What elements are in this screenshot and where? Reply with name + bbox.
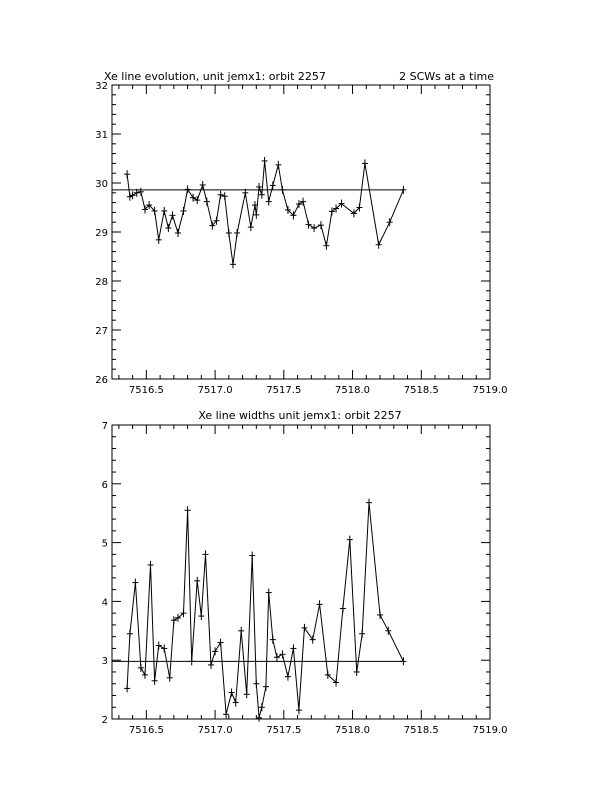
evolution-y-tick-label: 31 <box>95 130 108 141</box>
widths-chart-title: Xe line widths unit jemx1: orbit 2257 <box>198 409 402 422</box>
widths-y-tick-label: 7 <box>101 421 108 432</box>
widths-data-point <box>317 600 323 608</box>
widths-y-tick-label: 3 <box>101 656 108 668</box>
evolution-data-point <box>323 242 329 250</box>
widths-data-point <box>147 561 153 569</box>
widths-data-point <box>223 710 229 718</box>
widths-data-point <box>279 650 285 658</box>
evolution-data-point <box>230 260 236 268</box>
widths-x-ticks <box>119 425 508 736</box>
widths-data-point <box>167 674 173 682</box>
widths-data-point <box>366 499 372 507</box>
evolution-series-line <box>127 161 403 264</box>
evolution-y-tick-label: 26 <box>95 375 108 386</box>
evolution-y-tick-label: 27 <box>95 326 108 337</box>
widths-data-point <box>285 673 291 681</box>
evolution-data-point <box>156 236 162 244</box>
evolution-y-tick-label: 32 <box>95 81 108 92</box>
evolution-data-point <box>175 229 181 237</box>
widths-data-point <box>347 536 353 544</box>
widths-data-point <box>161 644 167 652</box>
evolution-x-ticks <box>119 85 508 396</box>
evolution-data-point <box>234 229 240 237</box>
evolution-data-point <box>259 191 265 199</box>
widths-series-line <box>127 503 403 718</box>
widths-data-point <box>333 679 339 687</box>
widths-data-point <box>290 644 296 652</box>
evolution-data-point <box>127 193 133 201</box>
evolution-x-tick-label: 7516.5 <box>128 385 164 396</box>
widths-data-point <box>385 627 391 635</box>
evolution-data-point <box>180 207 186 215</box>
evolution-data-point <box>275 161 281 169</box>
evolution-y-tick-label: 30 <box>95 179 108 190</box>
widths-data-point <box>263 683 269 691</box>
evolution-data-point <box>218 191 224 199</box>
widths-data-point <box>340 604 346 612</box>
evolution-data-point <box>226 229 232 237</box>
widths-x-tick-label: 7519.0 <box>472 725 508 736</box>
widths-x-tick-label: 7516.5 <box>128 725 164 736</box>
widths-series <box>124 499 406 722</box>
evolution-y-tick-label: 28 <box>95 277 108 288</box>
widths-data-point <box>194 577 200 585</box>
widths-data-point <box>244 690 250 698</box>
evolution-x-tick-label: 7517.5 <box>266 385 302 396</box>
widths-data-point <box>249 552 255 560</box>
widths-data-point <box>400 657 406 665</box>
widths-data-point <box>180 609 186 617</box>
widths-data-point <box>359 630 365 638</box>
evolution-data-point <box>248 223 254 231</box>
widths-y-tick-label: 2 <box>101 715 108 726</box>
widths-data-point <box>296 706 302 714</box>
evolution-series <box>124 157 406 268</box>
evolution-data-point <box>387 218 393 226</box>
evolution-x-tick-label: 7517.0 <box>197 385 233 396</box>
widths-data-point <box>189 657 195 665</box>
widths-chart <box>102 409 508 736</box>
evolution-data-point <box>290 211 296 219</box>
evolution-chart <box>95 70 507 396</box>
evolution-x-tick-label: 7519.0 <box>472 385 508 396</box>
evolution-chart-title: Xe line evolution, unit jemx1: orbit 2257 <box>104 70 326 83</box>
widths-data-point <box>198 612 204 620</box>
evolution-data-point <box>279 186 285 194</box>
evolution-data-point <box>266 198 272 206</box>
evolution-data-point <box>262 157 268 165</box>
widths-data-point <box>156 642 162 650</box>
widths-data-point <box>185 506 191 514</box>
widths-x-tick-label: 7518.0 <box>335 725 371 736</box>
widths-data-point <box>152 677 158 685</box>
widths-data-point <box>325 671 331 679</box>
widths-data-point <box>259 703 265 711</box>
evolution-x-tick-label: 7518.5 <box>403 385 439 396</box>
widths-data-point <box>274 653 280 661</box>
widths-y-tick-label: 6 <box>101 479 108 491</box>
widths-data-point <box>202 550 208 558</box>
widths-data-point <box>229 689 235 697</box>
evolution-data-point <box>270 181 276 189</box>
evolution-data-point <box>376 241 382 249</box>
widths-x-tick-label: 7517.0 <box>197 725 233 736</box>
evolution-chart-subtitle: 2 SCWs at a time <box>399 70 494 83</box>
evolution-y-ticks <box>95 81 490 386</box>
widths-data-point <box>377 611 383 619</box>
evolution-data-point <box>311 224 317 232</box>
evolution-data-point <box>339 200 345 208</box>
widths-x-tick-label: 7518.5 <box>403 725 439 736</box>
evolution-data-point <box>161 207 167 215</box>
widths-data-point <box>266 589 272 597</box>
widths-data-point <box>253 680 259 688</box>
evolution-data-point <box>124 170 130 178</box>
widths-data-point <box>124 684 130 692</box>
widths-data-point <box>256 714 262 722</box>
widths-data-point <box>132 579 138 587</box>
evolution-data-point <box>200 181 206 189</box>
evolution-data-point <box>318 221 324 229</box>
evolution-x-tick-label: 7518.0 <box>335 385 371 396</box>
evolution-data-point <box>165 224 171 232</box>
evolution-data-point <box>222 192 228 200</box>
widths-data-point <box>208 661 214 669</box>
evolution-data-point <box>204 198 210 206</box>
widths-y-tick-label: 4 <box>101 597 108 609</box>
evolution-data-point <box>400 186 406 194</box>
widths-data-point <box>354 668 360 676</box>
widths-data-point <box>127 630 133 638</box>
evolution-data-point <box>253 211 259 219</box>
evolution-data-point <box>306 221 312 229</box>
widths-x-tick-label: 7517.5 <box>266 725 302 736</box>
widths-y-tick-label: 5 <box>101 538 108 550</box>
evolution-data-point <box>169 211 175 219</box>
evolution-data-point <box>138 188 144 196</box>
evolution-y-tick-label: 29 <box>95 228 108 239</box>
widths-data-point <box>233 699 239 707</box>
widths-data-point <box>270 636 276 644</box>
evolution-data-point <box>362 159 368 167</box>
widths-data-point <box>238 627 244 635</box>
